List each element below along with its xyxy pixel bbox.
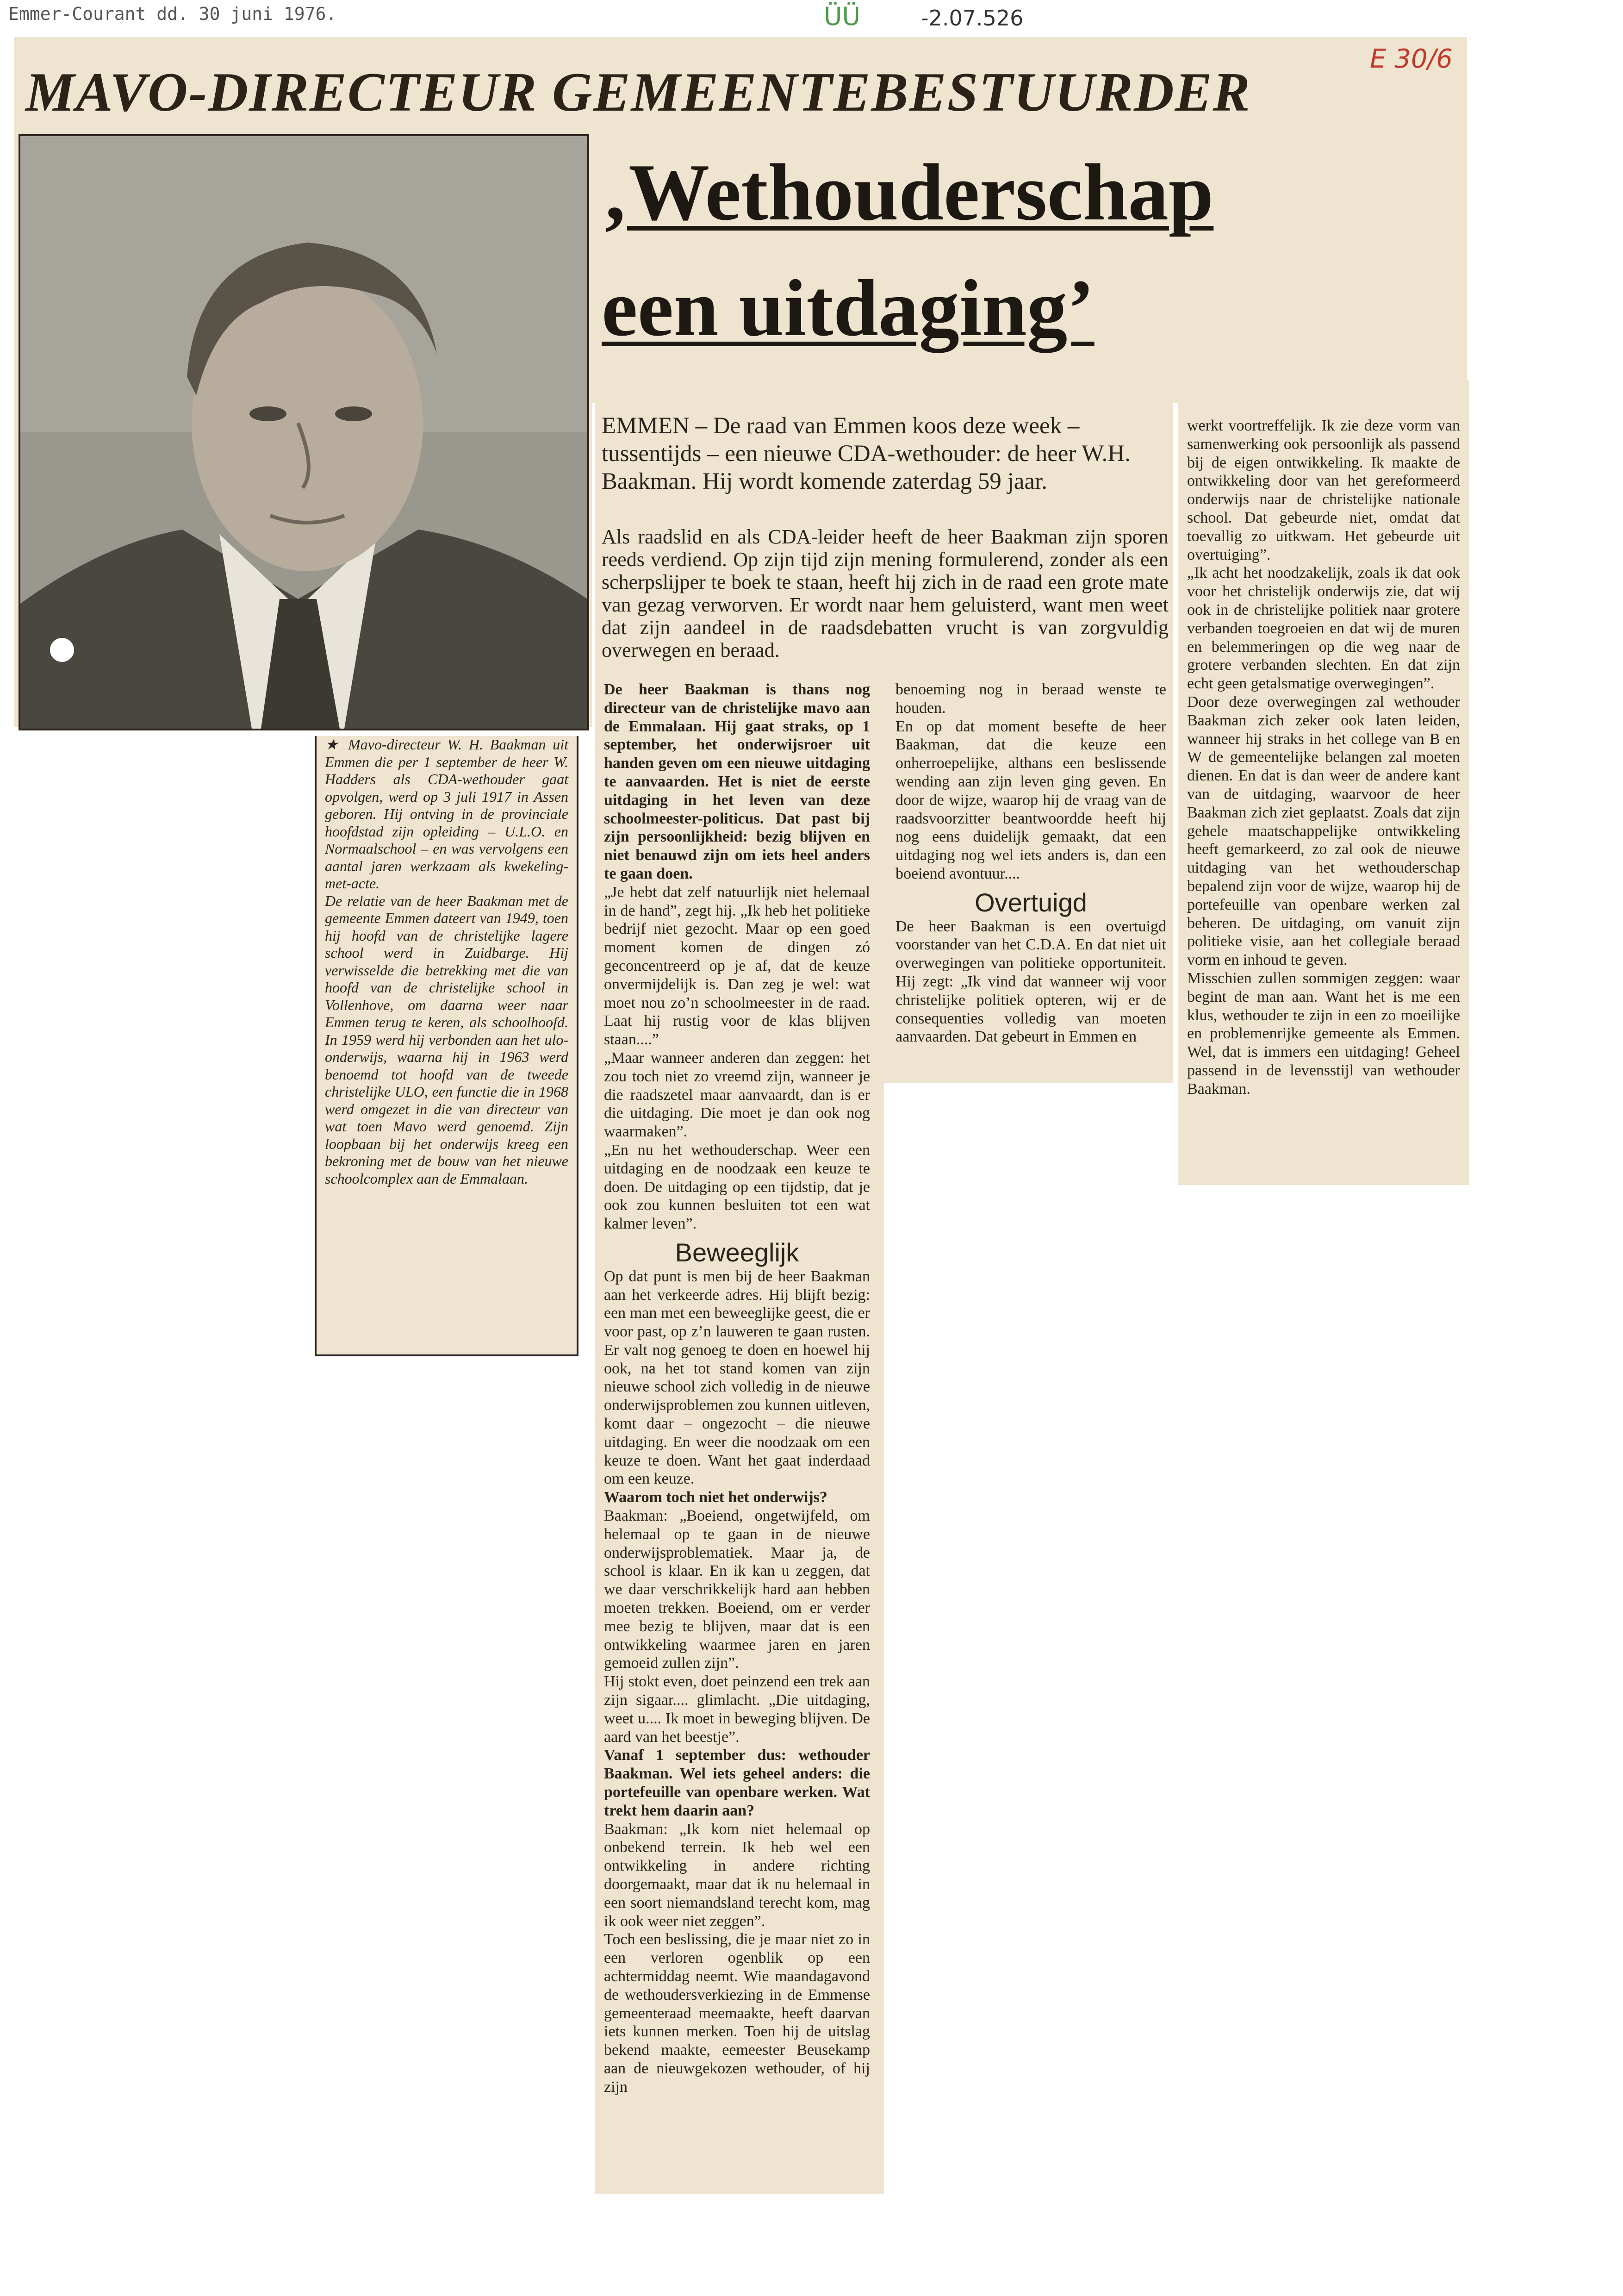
archive-stamp-mark: ÜÜ [824,2,861,31]
article-headline [602,134,1472,366]
body-paragraph: De heer Baakman is een overtuigd voorstander van het C.D.A. En dat niet uit overwegingen van politieke opportuniteit. Hij zegt: „Ik vind dat wanneer wij voor christelijke politiek opteren, wij er de consequenties volledig van moeten aanvaarden. Dat gebeurt in Emmen en [895,917,1166,1046]
body-paragraph-bold: Vanaf 1 september dus: wethouder Baakman. Wel iets geheel anders: die portefeuille van openbare werken. Wat trekt hem daarin aan? [604,1747,870,1819]
archive-number: -2.07.526 [921,6,1024,31]
body-paragraph-question: Waarom toch niet het onderwijs? [604,1489,827,1506]
body-paragraph: benoeming nog in beraad wenste te houden. [895,681,1166,717]
body-paragraph: Baakman: „Ik kom niet helemaal op onbekend terrein. Ik heb wel een ontwikkeling in andere richting doorgemaakt, maar dat ik nu helemaal in een soort niemandsland terecht kom, mag ik ook weer niet zeggen”. [604,1820,870,1930]
column-intro-bold: De heer Baakman is thans nog directeur van de christelijke mavo aan de Emmalaan. Hij gaat straks, op 1 september, het onderwijsroer uit handen geven om een nieuwe uitdaging te aanvaarden. Het is niet de eerste uitdaging in het leven van deze schoolmeester-politicus. Dat past bij zijn persoonlijkheid: bezig blijven en niet benauwd zijn om iets heel anders te gaan doen. [604,681,870,882]
body-paragraph: Door deze overwegingen zal wethouder Baakman zich zeker ook laten leiden, wanneer hij straks in het college van B en W de gemeentelijke belangen zal moeten dienen. En dat is dan weer de andere kant van de uitdaging, waarvoor de heer Baakman zich ziet geplaatst. Zoals dat zijn gehele maatschappelijke ontwikkeling heeft gemarkeerd, zo zal ook de nieuwe uitdaging van het wethouderschap bepalend zijn voor de wijze, waarop hij de portefeuille van openbare werken zal beheren. De uitdaging, om vanuit zijn politieke visie, aan het collegiale beraad vorm en inhoud te geven. [1187,693,1460,969]
headline-line-2: een uitdaging’ [602,263,1094,353]
photo-caption [315,736,578,1356]
article-intro: Als raadslid en als CDA-leider heeft de heer Baakman zijn sporen reeds verdiend. Op zijn tijd zijn mening formulerend, zonder als een scherpslijper te boek te staan, heeft hij zich in de raad een grote mate van gezag verworven. Er wordt naar hem geluisterd, want men weet dat zijn aandeel in de raadsdebatten vrucht is van zorgvuldig overwegen en beraad. [602,525,1169,661]
article-column-1 [604,680,870,2096]
body-paragraph: „Ik acht het noodzakelijk, zoals ik dat ook voor het christelijk onderwijs zie, dat wij ook in de christelijke politiek naar grotere verbanden toegroeien en dat wij de muren en belemmeringen op die weg naar de grotere verbanden slechten. En dat zijn echt geen getalsmatige overwegingen”. [1187,564,1460,693]
portrait-illustration [20,136,587,729]
portrait-photo [19,134,589,730]
body-paragraph: Op dat punt is men bij de heer Baakman aan het verkeerde adres. Hij blijft bezig: een man met een beweeglijke geest, die er voor past, op z’n lauweren te gaan rusten. Er valt nog genoeg te doen en hoewel hij ook, na het tot stand komen van zijn nieuwe school zich volledig in de nieuwe onderwijsproblemen zou kunnen uitleven, komt daar – ongezocht – die nieuwe uitdaging. En weer die noodzaak om een keuze te doen. Want het gaat inderdaad om een keuze. [604,1267,870,1488]
article-column-3 [1187,417,1460,1098]
subhead-beweeglijk: Beweeglijk [675,1237,799,1267]
body-paragraph: „En nu het wethouderschap. Weer een uitdaging en de noodzaak een keuze te doen. De uitdaging op een tijdstip, dat je ook zou kunnen besluiten tot een wat kalmer leven”. [604,1141,870,1233]
article-lead: EMMEN – De raad van Emmen koos deze week – tussentijds – een nieuwe CDA-wethouder: de heer W.H. Baakman. Hij wordt komende zaterdag 59 jaar. [602,413,1131,494]
body-paragraph: werkt voortreffelijk. Ik zie deze vorm van samenwerking ook persoonlijk als passend bij de eigen ontwikkeling. Ik maakte de ontwikkeling door van het gereformeerd onderwijs naar de christelijke nationale school. Dat gebeurde niet, omdat dat toevallig zo uitkwam. Het gebeurde uit overtuiging”. [1187,417,1460,563]
subhead-overtuigd: Overtuigd [975,887,1087,917]
article-kicker: MAVO-DIRECTEUR GEMEENTEBESTUURDER [25,61,1251,123]
caption-paragraph: De relatie van de heer Baakman met de gemeente Emmen dateert van 1949, toen hij hoofd van de christelijke lagere school werd in Zuidbarge. Hij verwisselde die betrekking met die van hoofd van de christelijke school in Vollenhove, om daarna weer naar Emmen terug te keren, als schoolhoofd. In 1959 werd hij verbonden aan het ulo-onderwijs, waarna hij in 1963 werd benoemd tot hoofd van de tweede christelijke ULO, een functie die in 1968 werd omgezet in die van directeur van wat toen Mavo werd genoemd. Zijn loopbaan bij het onderwijs kreeg een bekroning met de bouw van het nieuwe schoolcomplex aan de Emmalaan. [325,892,568,1187]
body-paragraph: Toch een beslissing, die je maar niet zo in een verloren ogenblik op een achtermiddag neemt. Wie maandagavond de wethoudersverkiezing in de Emmense gemeenteraad meemaakte, heeft daarvan iets kunnen merken. Toen hij de uitslag bekend maakte, eemeester Beusekamp aan de nieuwgekozen wethouder, of hij zijn [604,1931,870,2096]
body-paragraph: Baakman: „Boeiend, ongetwijfeld, om helemaal op te gaan in de nieuwe onderwijsproblematiek. Maar ja, de school is klaar. En ik kan u zeggen, dat we daar verschrikkelijk hard aan hebben moeten trekken. Boeiend, om er verder mee bezig te blijven, maar dat is een ontwikkeling waarmee jaren en jaren gemoeid zullen zijn”. [604,1507,870,1672]
source-line: Emmer-Courant dd. 30 juni 1976. [8,4,337,24]
body-paragraph: Misschien zullen sommigen zeggen: waar begint de man aan. Want het is me een klus, wethouder te zijn in een zo moeilijke en problemenrijke gemeente als Emmen. Wel, dat is immers een uitdaging! Geheel passend in de levensstijl van wethouder Baakman. [1187,969,1460,1098]
body-paragraph: En op dat moment besefte de heer Baakman, dat die keuze een onherroepelijke, althans een beslissende wending aan zijn leven ging geven. En door de wijze, waarop hij de vraag van de raadsvoorzitter beantwoordde heeft hij nog eens duidelijk gemaakt, dat een uitdaging nog wel iets anders is, dan een boeiend avontuur.... [895,718,1166,882]
handwritten-date-note: E 30/6 [1370,44,1453,74]
caption-paragraph: ★ Mavo-directeur W. H. Baakman uit Emmen die per 1 september de heer W. Hadders als CDA-wethouder gaat opvolgen, werd op 3 juli 1917 in Assen geboren. Hij ontving in de provinciale hoofdstad zijn opleiding – U.L.O. en Normaalschool – en was vervolgens een aantal jaren werkzaam als kwekeling-met-acte. [325,736,568,892]
headline-line-1: ‚Wethouderschap [602,147,1214,237]
body-paragraph: „Maar wanneer anderen dan zeggen: het zou toch niet zo vreemd zijn, wanneer je die raadszetel maar aanvaardt, dan is er die uitdaging. Die moet je dan ook nog waarmaken”. [604,1049,870,1141]
body-paragraph: Hij stokt even, doet peinzend een trek aan zijn sigaar.... glimlacht. „Die uitdaging, weet u.... Ik moet in beweging blijven. De aard van het beestje”. [604,1673,870,1746]
article-column-2 [895,680,1166,1046]
body-paragraph: „Je hebt dat zelf natuurlijk niet helemaal in de hand”, zegt hij. „Ik heb het politieke bedrijf niet gezocht. Maar op een goed moment komen de dingen zó geconcentreerd op je af, dat de keuze onvermijdelijk is. Dan zeg je wel: wat moet nou zo’n schoolmeester in de raad. Laat hij rustig voor de klas blijven staan....” [604,883,870,1048]
